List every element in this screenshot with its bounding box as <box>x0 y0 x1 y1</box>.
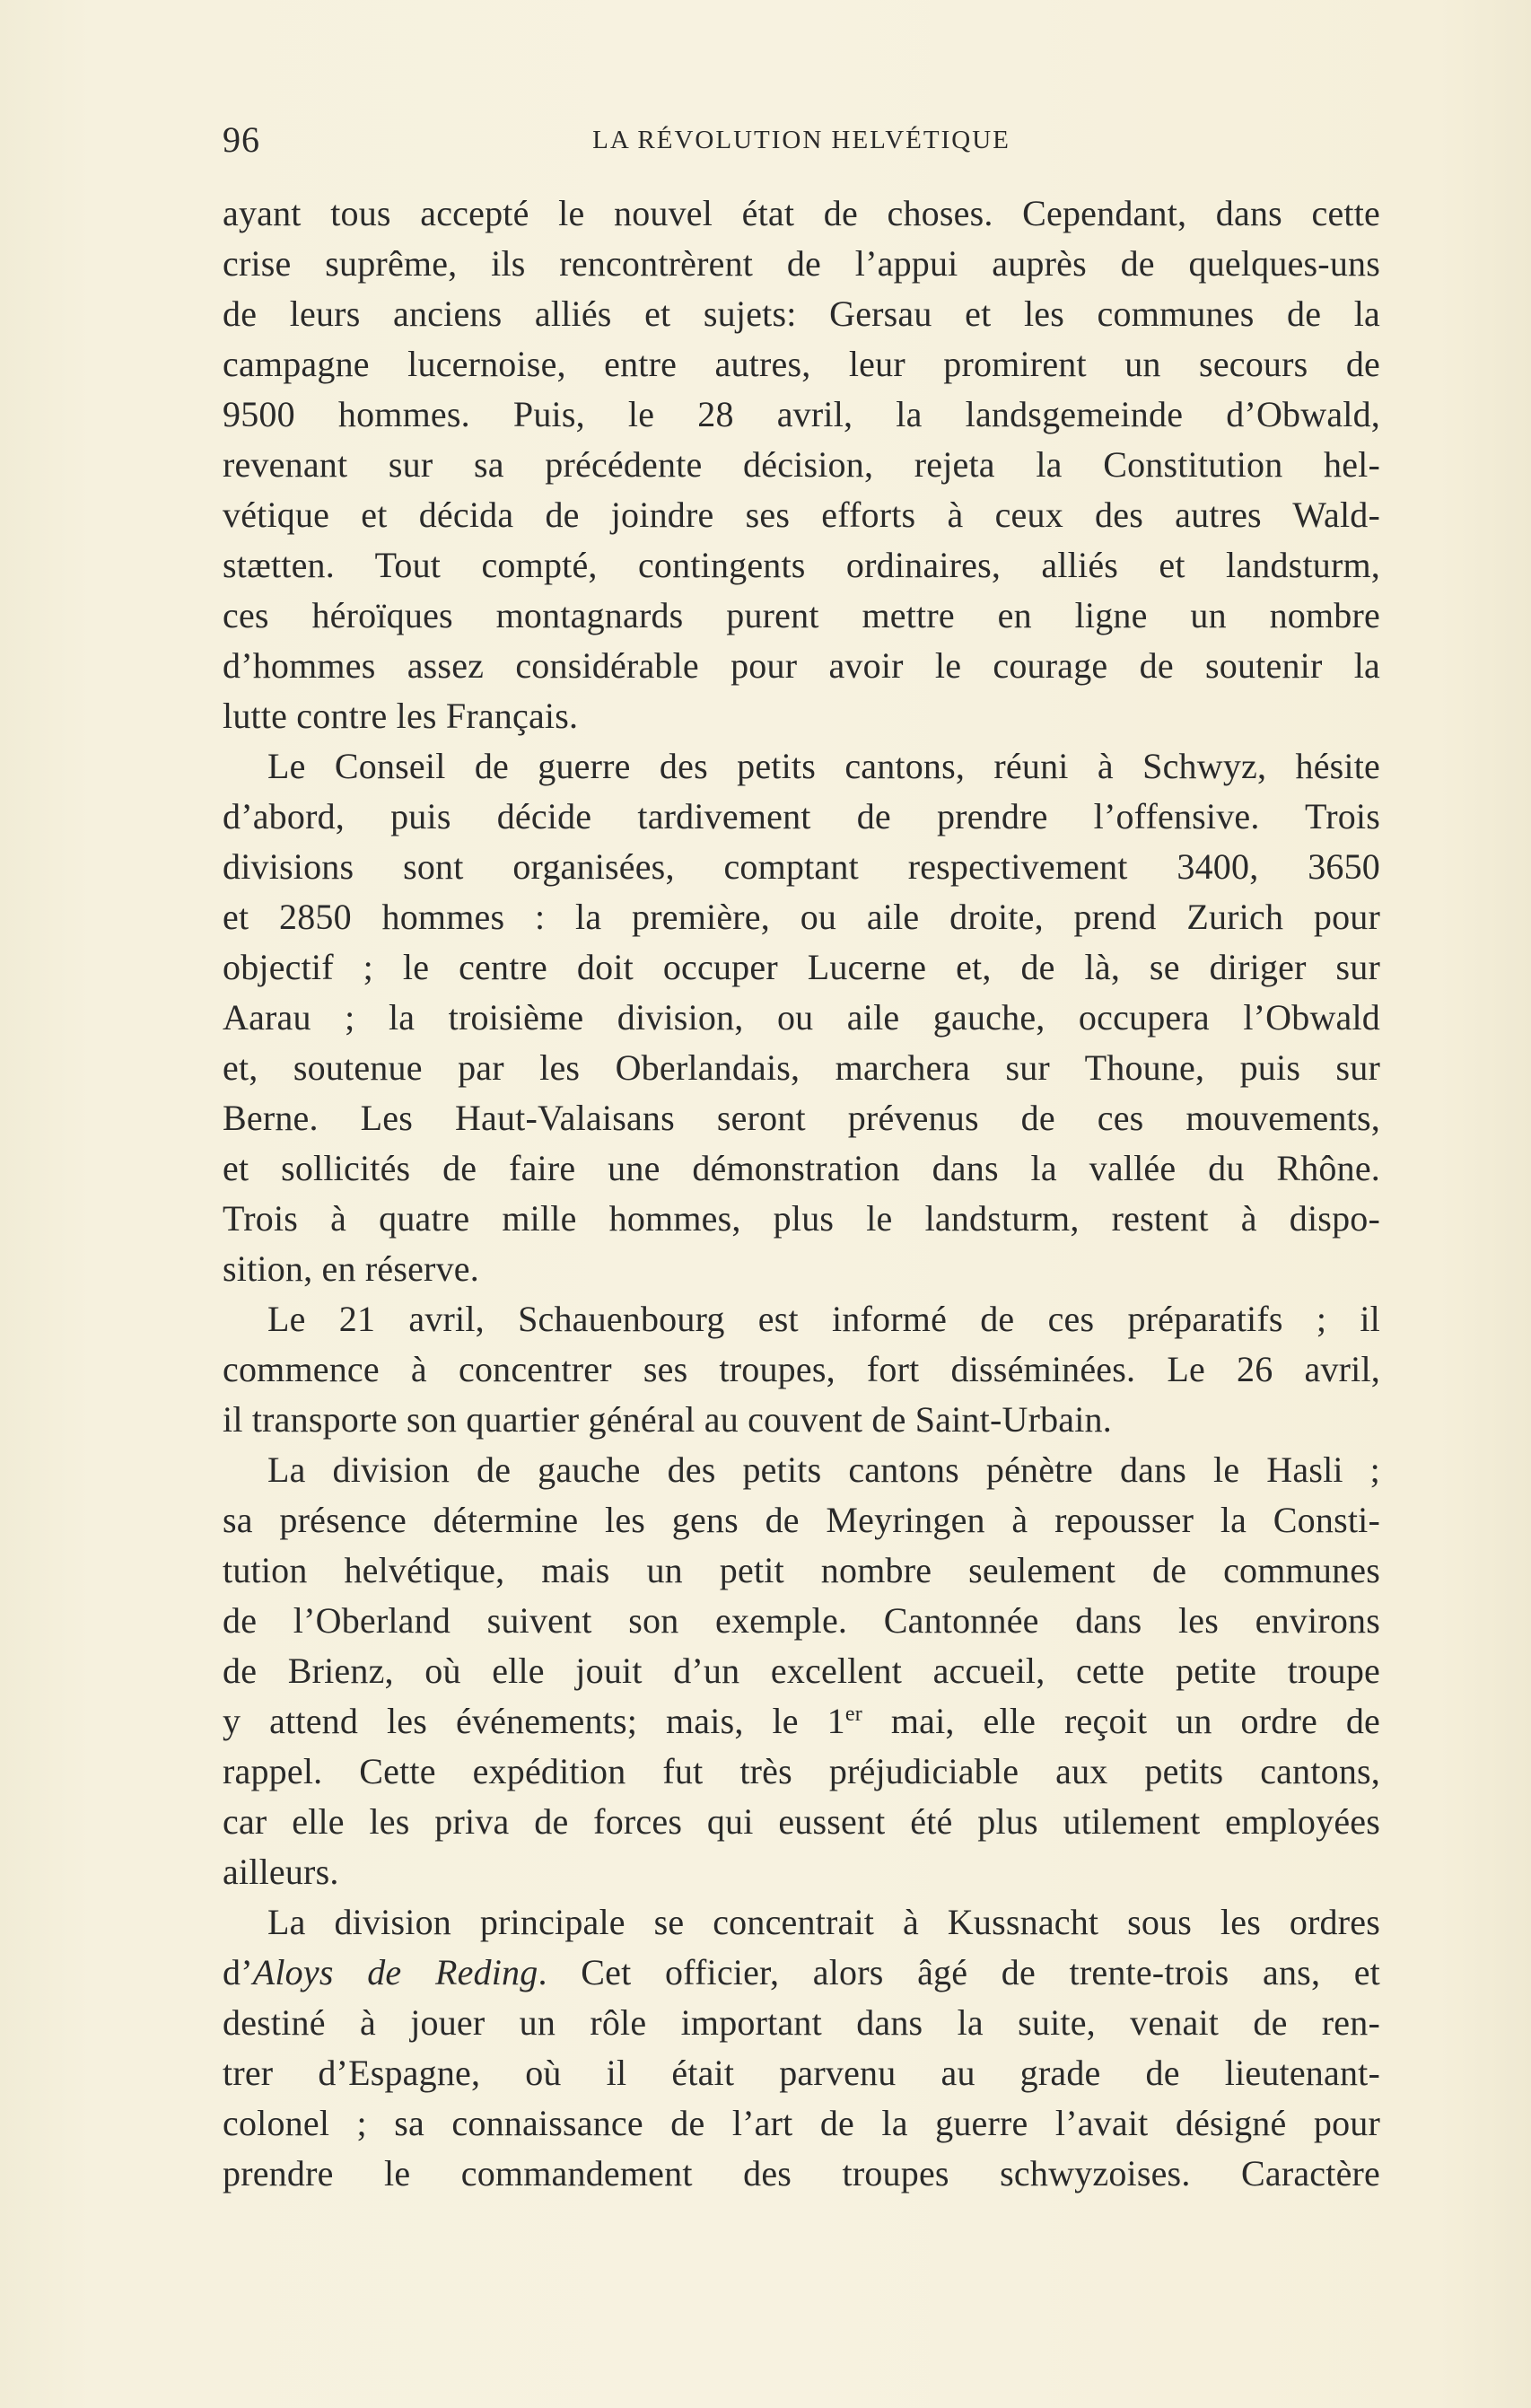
text-line: d’hommes assez considérable pour avoir le courage de soutenir la <box>223 645 1380 686</box>
text-line: lutte contre les Français. <box>223 696 579 736</box>
text-line: divisions sont organisées, comptant respectivement 3400, 3650 <box>223 846 1380 887</box>
line-start: d’ <box>223 1952 253 1992</box>
text-line: colonel ; sa connaissance de l’art de la guerre l’avait désigné pour <box>223 2103 1380 2143</box>
text-line <box>223 1696 1380 1747</box>
text-line: revenant sur sa précédente décision, rejeta la Constitution hel- <box>223 444 1380 485</box>
text-line: Berne. Les Haut-Valaisans seront prévenus de ces mouvements, <box>223 1098 1380 1138</box>
line-end: . Cet officier, alors âgé de trente-trois ans, et <box>538 1952 1380 1992</box>
text-line: crise suprême, ils rencontrèrent de l’appui auprès de quelques-uns <box>223 243 1380 284</box>
text-line: de Brienz, où elle jouit d’un excellent accueil, cette petite troupe <box>223 1651 1380 1691</box>
text-line: tution helvétique, mais un petit nombre seulement de communes <box>223 1550 1380 1590</box>
text-line: rappel. Cette expédition fut très préjudiciable aux petits cantons, <box>223 1751 1380 1791</box>
line-start: y attend les événements; mais, le 1 <box>223 1701 845 1741</box>
text-line: Trois à quatre mille hommes, plus le landsturm, restent à dispo- <box>223 1198 1380 1239</box>
text-line: et, soutenue par les Oberlandais, marchera sur Thoune, puis sur <box>223 1047 1380 1088</box>
text-line: car elle les priva de forces qui eussent été plus utilement employées <box>223 1801 1380 1842</box>
text-line: il transporte son quartier général au couvent de Saint-Urbain. <box>223 1399 1112 1440</box>
text-line: stætten. Tout compté, contingents ordinaires, alliés et landsturm, <box>223 545 1380 585</box>
text-line: ayant tous accepté le nouvel état de choses. Cependant, dans cette <box>223 193 1380 233</box>
text-line: d’abord, puis décide tardivement de prendre l’offensive. Trois <box>223 796 1380 836</box>
text-line: vétique et décida de joindre ses efforts à ceux des autres Wald- <box>223 495 1380 535</box>
text-line: destiné à jouer un rôle important dans la suite, venait de ren- <box>223 2002 1380 2043</box>
text-line: La division de gauche des petits cantons pénètre dans le Hasli ; <box>267 1449 1380 1490</box>
text-line: campagne lucernoise, entre autres, leur promirent un secours de <box>223 344 1380 384</box>
text-line: Aarau ; la troisième division, ou aile gauche, occupera l’Obwald <box>223 997 1380 1038</box>
text-line: commence à concentrer ses troupes, fort disséminées. Le 26 avril, <box>223 1349 1380 1389</box>
text-line: Le 21 avril, Schauenbourg est informé de ces préparatifs ; il <box>267 1299 1380 1339</box>
text-line: La division principale se concentrait à Kussnacht sous les ordres <box>267 1902 1380 1942</box>
text-line: ces héroïques montagnards purent mettre en ligne un nombre <box>223 595 1380 635</box>
text-line: de l’Oberland suivent son exemple. Cantonnée dans les environs <box>223 1600 1380 1641</box>
text-line: de leurs anciens alliés et sujets: Gersau et les communes de la <box>223 293 1380 334</box>
text-line: Le Conseil de guerre des petits cantons, réuni à Schwyz, hésite <box>267 746 1380 786</box>
text-line: sition, en réserve. <box>223 1248 479 1289</box>
person-name: Aloys de Reding <box>252 1952 538 1992</box>
superscript: er <box>844 1703 862 1726</box>
page-number: 96 <box>223 119 260 160</box>
text-line: et sollicités de faire une démonstration dans la vallée du Rhône. <box>223 1148 1380 1188</box>
body-text <box>223 188 1380 2199</box>
text-line: 9500 hommes. Puis, le 28 avril, la landsgemeinde d’Obwald, <box>223 394 1380 434</box>
text-line: trer d’Espagne, où il était parvenu au grade de lieutenant- <box>223 2053 1380 2093</box>
text-line: objectif ; le centre doit occuper Lucerne et, de là, se diriger sur <box>223 947 1380 987</box>
text-line: sa présence détermine les gens de Meyringen à repousser la Consti- <box>223 1500 1380 1540</box>
line-end: mai, elle reçoit un ordre de <box>862 1701 1380 1741</box>
text-line: prendre le commandement des troupes schwyzoises. Caractère <box>223 2153 1380 2193</box>
running-header <box>223 118 1380 163</box>
text-line: et 2850 hommes : la première, ou aile droite, prend Zurich pour <box>223 897 1380 937</box>
text-line <box>223 1948 1380 1998</box>
running-title: LA RÉVOLUTION HELVÉTIQUE <box>592 126 1010 154</box>
text-line: ailleurs. <box>223 1852 339 1892</box>
